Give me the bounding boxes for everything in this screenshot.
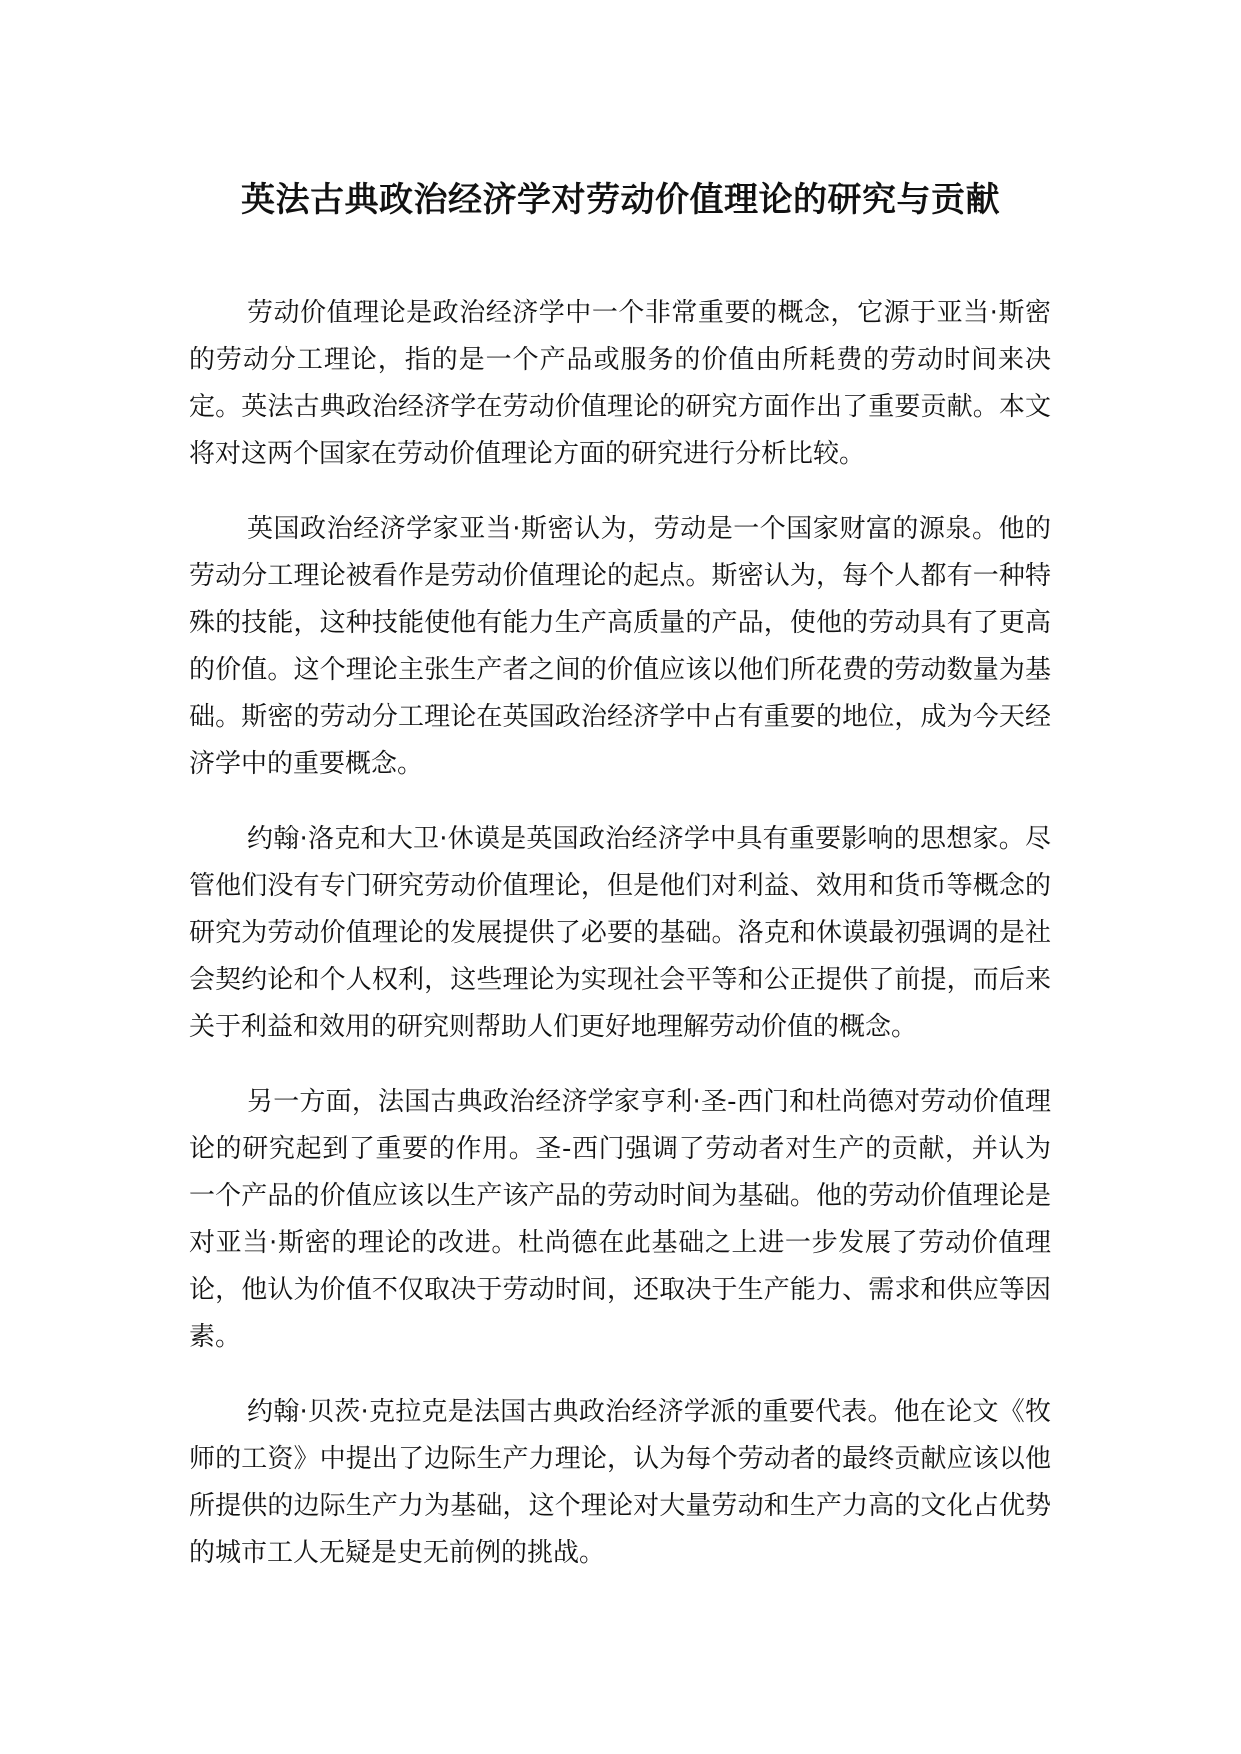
paragraph: 另一方面，法国古典政治经济学家亨利·圣-西门和杜尚德对劳动价值理论的研究起到了重要的作用。圣-西门强调了劳动者对生产的贡献，并认为一个产品的价值应该以生产该产品的劳动时间为基础。他的劳动价值理论是对亚当·斯密的理论的改进。杜尚德在此基础之上进一步发展了劳动价值理论，他认为价值不仅取决于劳动时间，还取决于生产能力、需求和供应等因素。 — [189, 1087, 1051, 1352]
paragraph: 约翰·贝茨·克拉克是法国古典政治经济学派的重要代表。他在论文《牧师的工资》中提出了边际生产力理论，认为每个劳动者的最终贡献应该以他所提供的边际生产力为基础，这个理论对大量劳动和生产力高的文化占优势的城市工人无疑是史无前例的挑战。 — [189, 1397, 1051, 1568]
document-body — [189, 290, 1051, 1605]
document-title: 英法古典政治经济学对劳动价值理论的研究与贡献 — [241, 180, 1000, 220]
paragraph: 英国政治经济学家亚当·斯密认为，劳动是一个国家财富的源泉。他的劳动分工理论被看作是劳动价值理论的起点。斯密认为，每个人都有一种特殊的技能，这种技能使他有能力生产高质量的产品，使他的劳动具有了更高的价值。这个理论主张生产者之间的价值应该以他们所花费的劳动数量为基础。斯密的劳动分工理论在英国政治经济学中占有重要的地位，成为今天经济学中的重要概念。 — [189, 514, 1051, 779]
paragraph: 劳动价值理论是政治经济学中一个非常重要的概念，它源于亚当·斯密的劳动分工理论，指的是一个产品或服务的价值由所耗费的劳动时间来决定。英法古典政治经济学在劳动价值理论的研究方面作出了重要贡献。本文将对这两个国家在劳动价值理论方面的研究进行分析比较。 — [189, 298, 1051, 469]
paragraph: 约翰·洛克和大卫·休谟是英国政治经济学中具有重要影响的思想家。尽管他们没有专门研究劳动价值理论，但是他们对利益、效用和货币等概念的研究为劳动价值理论的发展提供了必要的基础。洛克和休谟最初强调的是社会契约论和个人权利，这些理论为实现社会平等和公正提供了前提，而后来关于利益和效用的研究则帮助人们更好地理解劳动价值的概念。 — [189, 824, 1051, 1042]
